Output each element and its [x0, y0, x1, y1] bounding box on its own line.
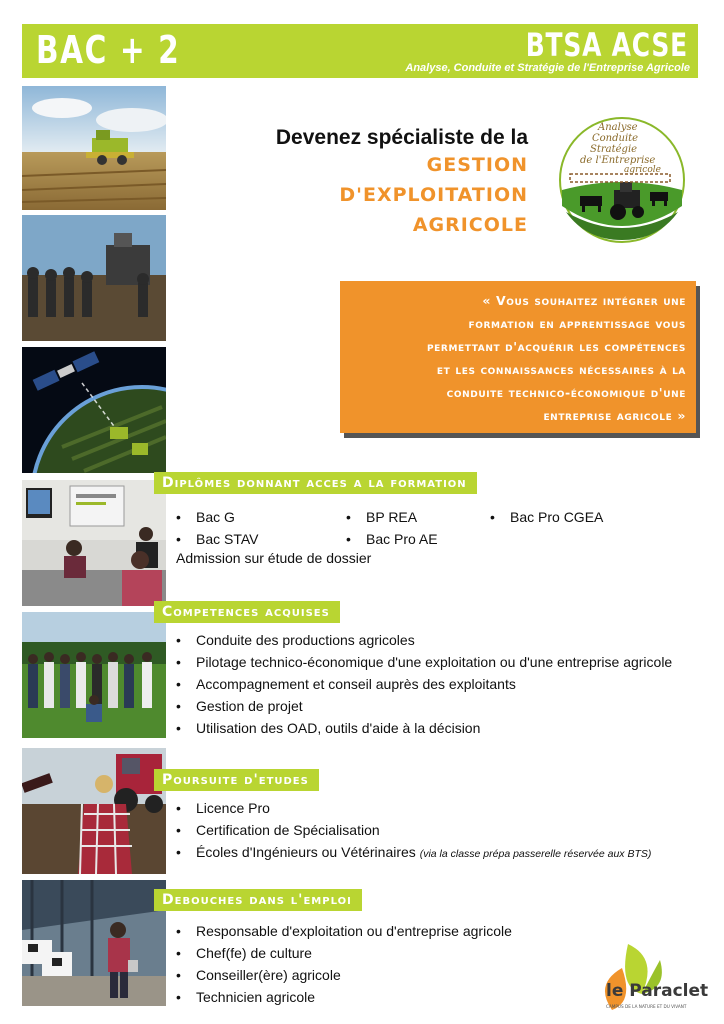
- title-line-4: AGRICOLE: [412, 214, 528, 236]
- list-item: • Bac G: [176, 506, 259, 528]
- list-item: • BP REA: [346, 506, 438, 528]
- list-item: • Bac Pro AE: [346, 528, 438, 550]
- section-heading-diplomes: Diplômes donnant acces a la formation: [154, 472, 477, 494]
- quote-line-4: et les connaissances nécessaires à la: [436, 362, 686, 377]
- list-item: • Certification de Spécialisation: [176, 819, 651, 841]
- list-item-text: Écoles d'Ingénieurs ou Vétérinaires: [196, 844, 416, 860]
- photo-tractor-field: [22, 748, 166, 874]
- list-item: • Chef(fe) de culture: [176, 942, 512, 964]
- list-item: • Pilotage technico-économique d'une exploitation ou d'une entreprise agricole: [176, 651, 672, 673]
- diplomes-col-1: [176, 506, 259, 550]
- logo-word-2: Conduite: [592, 133, 639, 144]
- acse-logo: [558, 116, 686, 244]
- list-item: • Bac STAV: [176, 528, 259, 550]
- logo-word-5: agricole: [624, 165, 661, 175]
- list-item: • Gestion de projet: [176, 695, 672, 717]
- diplomes-col-3: [490, 506, 603, 528]
- section-heading-competences: Competences acquises: [154, 601, 340, 623]
- debouches-list: [176, 920, 512, 1008]
- header-banner: [22, 24, 698, 78]
- poursuite-note: (via la classe prépa passerelle réservée aux BTS): [419, 848, 652, 860]
- quote-box: [340, 281, 696, 433]
- list-item: • Responsable d'exploitation ou d'entreprise agricole: [176, 920, 512, 942]
- quote-line-5: conduite technico-économique d'une: [446, 385, 686, 400]
- le-paraclet-logo: [598, 940, 708, 1016]
- list-item: • Technicien agricole: [176, 986, 512, 1008]
- list-item: • Conduite des productions agricoles: [176, 629, 672, 651]
- list-item: • Conseiller(ère) agricole: [176, 964, 512, 986]
- logo-word-4: de l'Entreprise: [580, 155, 656, 166]
- logo-word-3: Stratégie: [590, 144, 638, 155]
- photo-harvester-field: [22, 86, 166, 210]
- page-title: [276, 126, 528, 240]
- list-item: • Bac Pro CGEA: [490, 506, 603, 528]
- section-heading-debouches: Debouches dans l'emploi: [154, 889, 362, 911]
- brand-name: le Paraclet: [606, 981, 708, 1001]
- photo-dairy-barn: [22, 880, 166, 1006]
- list-item: • Utilisation des OAD, outils d'aide à la décision: [176, 717, 672, 739]
- title-line-3: D'EXPLOITATION: [339, 184, 528, 206]
- brand-tagline: CAMPUS DE LA NATURE ET DU VIVANT: [606, 1004, 687, 1009]
- quote-line-3: permettant d'acquérir les compétences: [426, 339, 686, 354]
- list-item: • Licence Pro: [176, 797, 651, 819]
- quote-line-2: formation en apprentissage vous: [468, 316, 686, 331]
- competences-list: [176, 629, 672, 739]
- photo-students-machine: [22, 215, 166, 341]
- photo-classroom: [22, 480, 166, 606]
- diplomes-col-2: [346, 506, 438, 550]
- admission-note: Admission sur étude de dossier: [176, 550, 372, 566]
- title-line-1: Devenez spécialiste de la: [275, 126, 528, 149]
- title-line-2: GESTION: [426, 154, 528, 176]
- level-label: BAC + 2: [36, 28, 181, 72]
- list-item: • Accompagnement et conseil auprès des exploitants: [176, 673, 672, 695]
- quote-line-1: « Vous souhaitez intégrer une: [482, 293, 686, 308]
- poursuite-list: [176, 797, 651, 865]
- list-item: [176, 841, 651, 865]
- program-title: BTSA ACSE: [525, 26, 688, 64]
- logo-word-1: Analyse: [598, 122, 638, 133]
- photo-satellite-farming: [22, 347, 166, 473]
- section-heading-poursuite: Poursuite d'etudes: [154, 769, 319, 791]
- photo-students-field: [22, 612, 166, 738]
- quote-line-6: entreprise agricole »: [543, 408, 686, 423]
- program-full-name: Analyse, Conduite et Stratégie de l'Entreprise Agricole: [405, 62, 690, 74]
